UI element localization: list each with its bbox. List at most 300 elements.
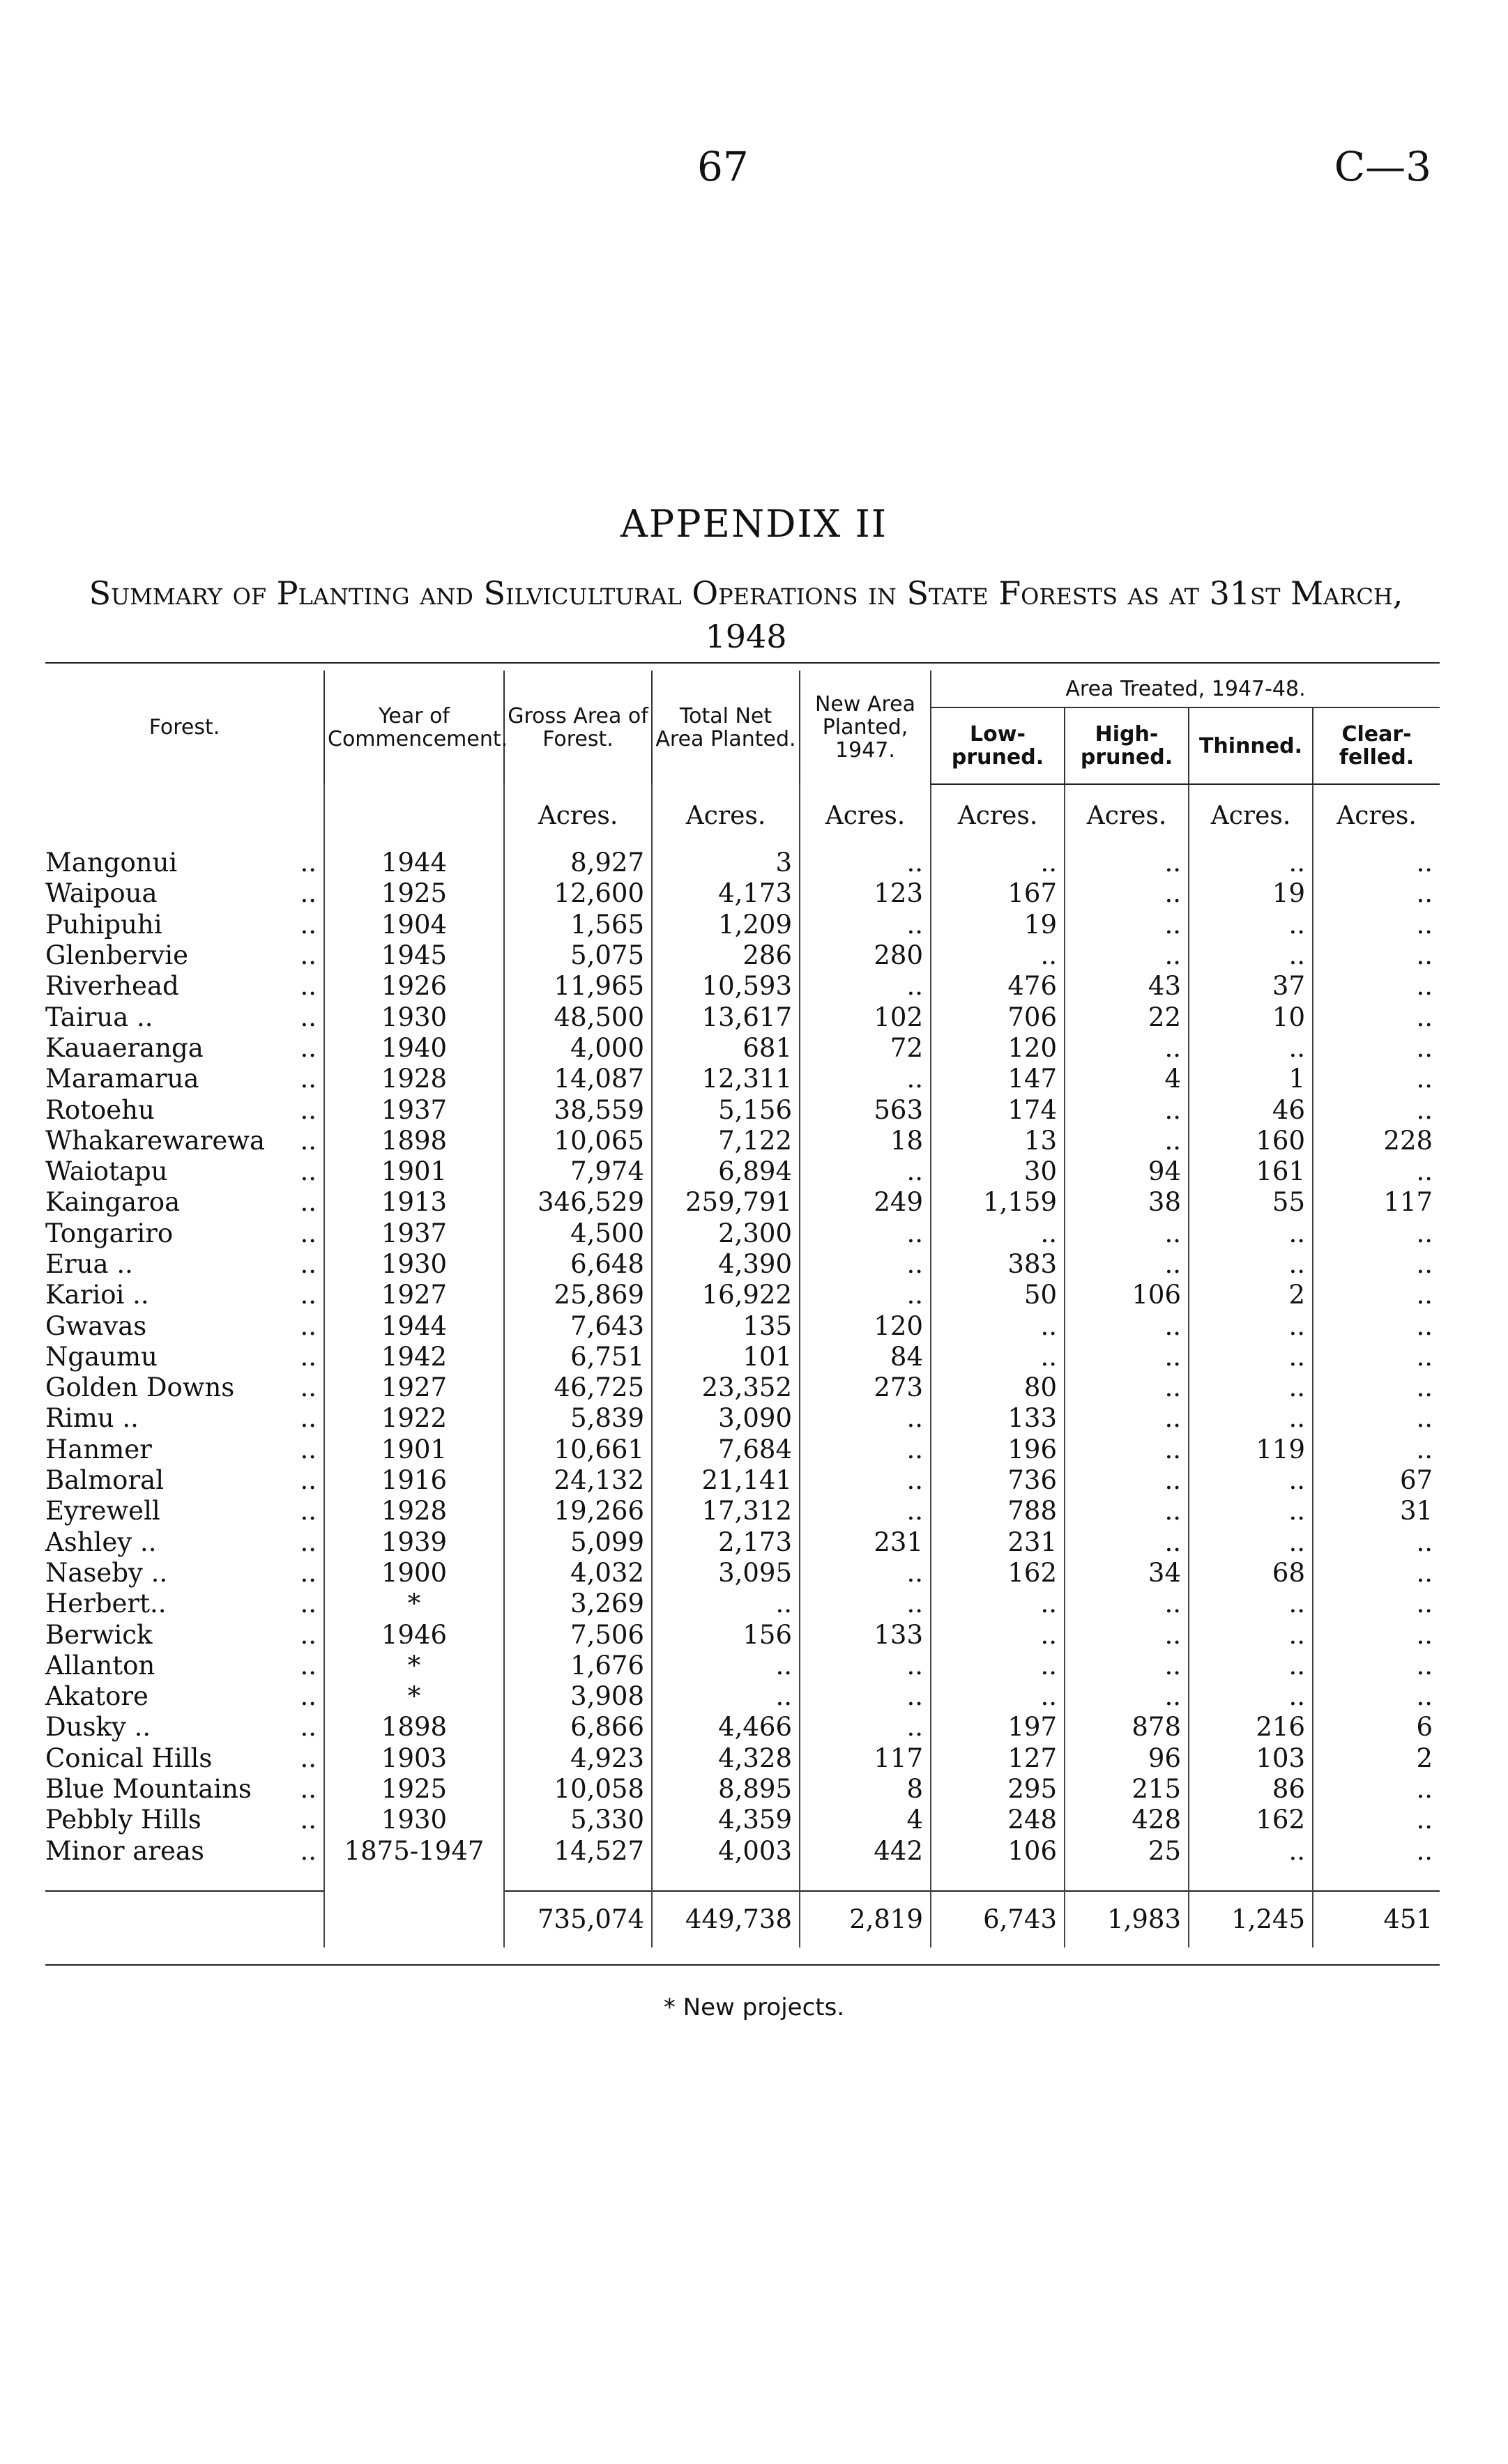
- new-area-cell: ..: [800, 910, 931, 940]
- thinned-cell: ..: [1189, 1836, 1313, 1867]
- table-row: [45, 1002, 1440, 1032]
- leader-dots: ..: [300, 848, 317, 878]
- clear-felled-cell: ..: [1313, 1434, 1440, 1465]
- leader-dots: ..: [300, 909, 317, 940]
- thinned-cell: ..: [1189, 1310, 1313, 1341]
- low-pruned-cell: ..: [931, 1342, 1065, 1372]
- forest-name-cell: [45, 1836, 324, 1867]
- table-row: [45, 1681, 1440, 1712]
- unit-label: Acres.: [652, 784, 800, 848]
- clear-felled-cell: ..: [1313, 1033, 1440, 1064]
- net-area-cell: 4,359: [652, 1805, 800, 1835]
- net-area-cell: 135: [652, 1310, 800, 1341]
- net-area-cell: 4,173: [652, 878, 800, 909]
- forest-name: Mangonui: [45, 848, 178, 878]
- clear-felled-cell: ..: [1313, 1156, 1440, 1187]
- year-cell: 1945: [324, 940, 504, 971]
- forest-name-cell: [45, 1465, 324, 1496]
- high-pruned-cell: ..: [1065, 1434, 1189, 1465]
- net-area-cell: ..: [652, 1589, 800, 1619]
- thinned-cell: 119: [1189, 1434, 1313, 1465]
- high-pruned-cell: 428: [1065, 1805, 1189, 1835]
- new-area-cell: 442: [800, 1836, 931, 1867]
- table-row: [45, 1805, 1440, 1835]
- clear-felled-cell: ..: [1313, 1681, 1440, 1712]
- clear-felled-cell: ..: [1313, 1342, 1440, 1372]
- net-area-cell: 8,895: [652, 1774, 800, 1805]
- clear-felled-cell: ..: [1313, 1619, 1440, 1650]
- table-row: [45, 878, 1440, 909]
- low-pruned-cell: 196: [931, 1434, 1065, 1465]
- net-area-cell: 5,156: [652, 1094, 800, 1125]
- leader-dots: ..: [300, 1434, 317, 1464]
- col-header-new-area: New Area Planted, 1947.: [800, 671, 931, 784]
- clear-felled-cell: ..: [1313, 1805, 1440, 1835]
- new-area-cell: ..: [800, 1280, 931, 1310]
- net-area-cell: 3,090: [652, 1403, 800, 1434]
- gross-area-cell: 10,065: [504, 1126, 652, 1156]
- thinned-cell: ..: [1189, 1619, 1313, 1650]
- gross-area-cell: 14,527: [504, 1836, 652, 1867]
- forest-name: Eyrewell: [45, 1496, 160, 1526]
- forest-name-cell: [45, 1002, 324, 1032]
- clear-felled-cell: ..: [1313, 1558, 1440, 1589]
- gross-area-cell: 7,506: [504, 1619, 652, 1650]
- thinned-cell: 86: [1189, 1774, 1313, 1805]
- low-pruned-cell: 1,159: [931, 1187, 1065, 1218]
- net-area-cell: ..: [652, 1651, 800, 1681]
- document-code: C—3: [1334, 143, 1431, 190]
- year-cell: 1939: [324, 1527, 504, 1558]
- clear-felled-cell: ..: [1313, 848, 1440, 878]
- year-cell: 1926: [324, 971, 504, 1002]
- year-cell: 1875-1947: [324, 1836, 504, 1867]
- gross-area-cell: 5,839: [504, 1403, 652, 1434]
- gross-area-cell: 5,075: [504, 940, 652, 971]
- new-area-cell: ..: [800, 1712, 931, 1743]
- gross-area-cell: 46,725: [504, 1372, 652, 1403]
- thinned-cell: ..: [1189, 1033, 1313, 1064]
- table-row: [45, 1126, 1440, 1156]
- gross-area-cell: 346,529: [504, 1187, 652, 1218]
- clear-felled-cell: ..: [1313, 1836, 1440, 1867]
- forest-name: Glenbervie: [45, 940, 189, 971]
- clear-felled-cell: ..: [1313, 1774, 1440, 1805]
- clear-felled-cell: ..: [1313, 1280, 1440, 1310]
- low-pruned-cell: 383: [931, 1249, 1065, 1280]
- gross-area-cell: 19,266: [504, 1496, 652, 1526]
- year-cell: 1903: [324, 1743, 504, 1774]
- gross-area-cell: 4,923: [504, 1743, 652, 1774]
- table-row: [45, 1743, 1440, 1774]
- year-cell: 1904: [324, 910, 504, 940]
- forest-name-cell: [45, 878, 324, 909]
- forest-name-cell: [45, 1064, 324, 1094]
- new-area-cell: ..: [800, 1558, 931, 1589]
- new-area-cell: 280: [800, 940, 931, 971]
- col-header-gross-area: Gross Area of Forest.: [504, 671, 652, 784]
- net-area-cell: 2,173: [652, 1527, 800, 1558]
- net-area-cell: ..: [652, 1681, 800, 1712]
- table-row: [45, 1589, 1440, 1619]
- unit-label: Acres.: [1313, 784, 1440, 848]
- table-row: [45, 1434, 1440, 1465]
- table-row: [45, 1187, 1440, 1218]
- high-pruned-cell: ..: [1065, 1681, 1189, 1712]
- forest-name-cell: [45, 848, 324, 878]
- leader-dots: ..: [300, 1805, 317, 1835]
- appendix-heading: APPENDIX II: [620, 502, 888, 546]
- new-area-cell: 563: [800, 1094, 931, 1125]
- high-pruned-cell: 22: [1065, 1002, 1189, 1032]
- forest-name: Karioi ..: [45, 1280, 149, 1310]
- gross-area-cell: 24,132: [504, 1465, 652, 1496]
- low-pruned-cell: 248: [931, 1805, 1065, 1835]
- thinned-cell: 2: [1189, 1280, 1313, 1310]
- total-thinned: 1,245: [1189, 1891, 1313, 1948]
- net-area-cell: 4,390: [652, 1249, 800, 1280]
- low-pruned-cell: 231: [931, 1527, 1065, 1558]
- page-number: 67: [697, 143, 749, 190]
- forest-name: Rimu ..: [45, 1403, 139, 1434]
- clear-felled-cell: ..: [1313, 878, 1440, 909]
- thinned-cell: ..: [1189, 1681, 1313, 1712]
- gross-area-cell: 1,676: [504, 1651, 652, 1681]
- bottom-rule: [45, 1964, 1440, 1966]
- clear-felled-cell: ..: [1313, 910, 1440, 940]
- gross-area-cell: 12,600: [504, 878, 652, 909]
- total-gross-area: 735,074: [504, 1891, 652, 1948]
- net-area-cell: 681: [652, 1033, 800, 1064]
- forest-name: Balmoral: [45, 1465, 165, 1496]
- new-area-cell: 123: [800, 878, 931, 909]
- forest-name-cell: [45, 1589, 324, 1619]
- thinned-cell: ..: [1189, 1372, 1313, 1403]
- col-header-high-pruned: High-pruned.: [1065, 707, 1189, 784]
- thinned-cell: 68: [1189, 1558, 1313, 1589]
- clear-felled-cell: ..: [1313, 1249, 1440, 1280]
- table-title: Summary of Planting and Silvicultural Operations in State Forests as at 31st March, 1948: [89, 574, 1403, 655]
- forest-name-cell: [45, 1496, 324, 1526]
- leader-dots: ..: [300, 1125, 317, 1156]
- footnote: * New projects.: [663, 1994, 845, 2021]
- planting-summary-table: [45, 671, 1440, 1948]
- high-pruned-cell: 25: [1065, 1836, 1189, 1867]
- low-pruned-cell: 120: [931, 1033, 1065, 1064]
- gross-area-cell: 6,751: [504, 1342, 652, 1372]
- col-header-low-pruned: Low-pruned.: [931, 707, 1065, 784]
- new-area-cell: ..: [800, 1681, 931, 1712]
- high-pruned-cell: ..: [1065, 940, 1189, 971]
- col-header-net-area: Total Net Area Planted.: [652, 671, 800, 784]
- new-area-cell: ..: [800, 1064, 931, 1094]
- forest-name: Ngaumu: [45, 1341, 158, 1372]
- high-pruned-cell: ..: [1065, 1033, 1189, 1064]
- net-area-cell: 156: [652, 1619, 800, 1650]
- table-row: [45, 1064, 1440, 1094]
- table-row: [45, 1094, 1440, 1125]
- forest-name: Minor areas: [45, 1835, 204, 1866]
- low-pruned-cell: 127: [931, 1743, 1065, 1774]
- top-rule: [45, 662, 1440, 664]
- forest-name: Blue Mountains: [45, 1774, 252, 1805]
- new-area-cell: ..: [800, 848, 931, 878]
- year-cell: 1937: [324, 1218, 504, 1249]
- totals-row: [45, 1891, 1440, 1948]
- new-area-cell: ..: [800, 1218, 931, 1249]
- thinned-cell: 46: [1189, 1094, 1313, 1125]
- table-row: [45, 1372, 1440, 1403]
- thinned-cell: ..: [1189, 940, 1313, 971]
- table-row: [45, 940, 1440, 971]
- forest-name: Hanmer: [45, 1434, 152, 1464]
- high-pruned-cell: ..: [1065, 910, 1189, 940]
- gross-area-cell: 6,866: [504, 1712, 652, 1743]
- high-pruned-cell: ..: [1065, 1496, 1189, 1526]
- col-header-clear-felled: Clear-felled.: [1313, 707, 1440, 784]
- low-pruned-cell: 50: [931, 1280, 1065, 1310]
- gross-area-cell: 3,908: [504, 1681, 652, 1712]
- gross-area-cell: 4,000: [504, 1033, 652, 1064]
- thinned-cell: ..: [1189, 910, 1313, 940]
- high-pruned-cell: 215: [1065, 1774, 1189, 1805]
- high-pruned-cell: 106: [1065, 1280, 1189, 1310]
- thinned-cell: 161: [1189, 1156, 1313, 1187]
- thinned-cell: ..: [1189, 1496, 1313, 1526]
- new-area-cell: ..: [800, 1403, 931, 1434]
- year-cell: 1927: [324, 1372, 504, 1403]
- total-high-pruned: 1,983: [1065, 1891, 1189, 1948]
- forest-name-cell: [45, 1342, 324, 1372]
- leader-dots: ..: [300, 1280, 317, 1310]
- table-row: [45, 1342, 1440, 1372]
- thinned-cell: ..: [1189, 1249, 1313, 1280]
- year-cell: 1916: [324, 1465, 504, 1496]
- new-area-cell: 273: [800, 1372, 931, 1403]
- new-area-cell: 4: [800, 1805, 931, 1835]
- low-pruned-cell: 19: [931, 910, 1065, 940]
- low-pruned-cell: 476: [931, 971, 1065, 1002]
- thinned-cell: 1: [1189, 1064, 1313, 1094]
- low-pruned-cell: 167: [931, 878, 1065, 909]
- high-pruned-cell: ..: [1065, 1403, 1189, 1434]
- net-area-cell: 7,684: [652, 1434, 800, 1465]
- thinned-cell: ..: [1189, 1218, 1313, 1249]
- year-cell: 1930: [324, 1002, 504, 1032]
- clear-felled-cell: ..: [1313, 1527, 1440, 1558]
- year-cell: 1922: [324, 1403, 504, 1434]
- forest-name: Akatore: [45, 1681, 148, 1712]
- leader-dots: ..: [300, 1650, 317, 1681]
- gross-area-cell: 7,643: [504, 1310, 652, 1341]
- forest-name: Riverhead: [45, 971, 179, 1002]
- thinned-cell: ..: [1189, 1403, 1313, 1434]
- forest-name-cell: [45, 1619, 324, 1650]
- high-pruned-cell: ..: [1065, 1527, 1189, 1558]
- year-cell: 1928: [324, 1064, 504, 1094]
- high-pruned-cell: ..: [1065, 1342, 1189, 1372]
- year-cell: 1946: [324, 1619, 504, 1650]
- leader-dots: ..: [300, 1156, 317, 1187]
- thinned-cell: ..: [1189, 1651, 1313, 1681]
- net-area-cell: 16,922: [652, 1280, 800, 1310]
- leader-dots: ..: [300, 1094, 317, 1125]
- table-row: [45, 1558, 1440, 1589]
- forest-name-cell: [45, 1527, 324, 1558]
- col-header-year: Year of Commencement.: [324, 671, 504, 784]
- thinned-cell: ..: [1189, 1527, 1313, 1558]
- net-area-cell: 3: [652, 848, 800, 878]
- thinned-cell: ..: [1189, 848, 1313, 878]
- year-cell: 1925: [324, 878, 504, 909]
- low-pruned-cell: ..: [931, 1310, 1065, 1341]
- high-pruned-cell: ..: [1065, 1372, 1189, 1403]
- leader-dots: ..: [300, 1064, 317, 1094]
- high-pruned-cell: ..: [1065, 1465, 1189, 1496]
- low-pruned-cell: 788: [931, 1496, 1065, 1526]
- high-pruned-cell: 4: [1065, 1064, 1189, 1094]
- gross-area-cell: 4,032: [504, 1558, 652, 1589]
- gross-area-cell: 6,648: [504, 1249, 652, 1280]
- forest-name: Whakarewarewa: [45, 1125, 266, 1156]
- low-pruned-cell: ..: [931, 1651, 1065, 1681]
- leader-dots: ..: [300, 1774, 317, 1805]
- leader-dots: ..: [300, 1372, 317, 1403]
- clear-felled-cell: ..: [1313, 940, 1440, 971]
- gross-area-cell: 3,269: [504, 1589, 652, 1619]
- thinned-cell: 10: [1189, 1002, 1313, 1032]
- clear-felled-cell: ..: [1313, 1589, 1440, 1619]
- leader-dots: ..: [300, 1743, 317, 1773]
- unit-label: Acres.: [1065, 784, 1189, 848]
- col-header-thinned: Thinned.: [1189, 707, 1313, 784]
- low-pruned-cell: 80: [931, 1372, 1065, 1403]
- new-area-cell: ..: [800, 1651, 931, 1681]
- forest-name: Kaingaroa: [45, 1187, 181, 1218]
- thinned-cell: ..: [1189, 1342, 1313, 1372]
- new-area-cell: ..: [800, 1156, 931, 1187]
- total-low-pruned: 6,743: [931, 1891, 1065, 1948]
- high-pruned-cell: 94: [1065, 1156, 1189, 1187]
- forest-name: Waiotapu: [45, 1156, 168, 1187]
- year-cell: 1901: [324, 1156, 504, 1187]
- forest-name: Puhipuhi: [45, 909, 162, 940]
- forest-name-cell: [45, 1310, 324, 1341]
- high-pruned-cell: 43: [1065, 971, 1189, 1002]
- low-pruned-cell: 295: [931, 1774, 1065, 1805]
- leader-dots: ..: [300, 1835, 317, 1866]
- gross-area-cell: 38,559: [504, 1094, 652, 1125]
- net-area-cell: 4,328: [652, 1743, 800, 1774]
- forest-name-cell: [45, 1249, 324, 1280]
- clear-felled-cell: ..: [1313, 1218, 1440, 1249]
- new-area-cell: 133: [800, 1619, 931, 1650]
- forest-name-cell: [45, 1156, 324, 1187]
- clear-felled-cell: ..: [1313, 1310, 1440, 1341]
- gross-area-cell: 1,565: [504, 910, 652, 940]
- leader-dots: ..: [300, 1310, 317, 1341]
- forest-name: Erua ..: [45, 1249, 133, 1279]
- forest-name-cell: [45, 971, 324, 1002]
- thinned-cell: ..: [1189, 1589, 1313, 1619]
- forest-name-cell: [45, 1094, 324, 1125]
- low-pruned-cell: ..: [931, 848, 1065, 878]
- leader-dots: ..: [300, 1526, 317, 1557]
- high-pruned-cell: 34: [1065, 1558, 1189, 1589]
- leader-dots: ..: [300, 1496, 317, 1526]
- leader-dots: ..: [300, 1619, 317, 1650]
- forest-name-cell: [45, 940, 324, 971]
- year-cell: 1898: [324, 1712, 504, 1743]
- col-header-area-treated: Area Treated, 1947-48.: [931, 671, 1440, 707]
- net-area-cell: 1,209: [652, 910, 800, 940]
- net-area-cell: 3,095: [652, 1558, 800, 1589]
- forest-name: Tairua ..: [45, 1002, 153, 1032]
- new-area-cell: ..: [800, 971, 931, 1002]
- low-pruned-cell: 174: [931, 1094, 1065, 1125]
- table-row: [45, 1156, 1440, 1187]
- net-area-cell: 6,894: [652, 1156, 800, 1187]
- forest-name-cell: [45, 1681, 324, 1712]
- clear-felled-cell: 228: [1313, 1126, 1440, 1156]
- low-pruned-cell: 106: [931, 1836, 1065, 1867]
- forest-name: Waipoua: [45, 878, 158, 909]
- leader-dots: ..: [300, 1249, 317, 1279]
- forest-name-cell: [45, 1651, 324, 1681]
- gross-area-cell: 14,087: [504, 1064, 652, 1094]
- table-row: [45, 1651, 1440, 1681]
- gross-area-cell: 5,330: [504, 1805, 652, 1835]
- table-row: [45, 971, 1440, 1002]
- forest-name: Naseby ..: [45, 1557, 168, 1588]
- new-area-cell: 84: [800, 1342, 931, 1372]
- new-area-cell: ..: [800, 1465, 931, 1496]
- total-clear-felled: 451: [1313, 1891, 1440, 1948]
- new-area-cell: 8: [800, 1774, 931, 1805]
- leader-dots: ..: [300, 1187, 317, 1218]
- year-cell: 1937: [324, 1094, 504, 1125]
- low-pruned-cell: 30: [931, 1156, 1065, 1187]
- low-pruned-cell: 162: [931, 1558, 1065, 1589]
- year-cell: 1925: [324, 1774, 504, 1805]
- low-pruned-cell: ..: [931, 1589, 1065, 1619]
- year-cell: 1940: [324, 1033, 504, 1064]
- high-pruned-cell: ..: [1065, 1218, 1189, 1249]
- net-area-cell: 101: [652, 1342, 800, 1372]
- net-area-cell: 17,312: [652, 1496, 800, 1526]
- low-pruned-cell: ..: [931, 1681, 1065, 1712]
- forest-name: Herbert..: [45, 1589, 167, 1619]
- new-area-cell: 120: [800, 1310, 931, 1341]
- high-pruned-cell: 96: [1065, 1743, 1189, 1774]
- net-area-cell: 2,300: [652, 1218, 800, 1249]
- low-pruned-cell: ..: [931, 940, 1065, 971]
- forest-name: Dusky ..: [45, 1712, 151, 1743]
- thinned-cell: 103: [1189, 1743, 1313, 1774]
- net-area-cell: 4,466: [652, 1712, 800, 1743]
- low-pruned-cell: 706: [931, 1002, 1065, 1032]
- leader-dots: ..: [300, 971, 317, 1002]
- new-area-cell: 231: [800, 1527, 931, 1558]
- thinned-cell: 55: [1189, 1187, 1313, 1218]
- leader-dots: ..: [300, 1341, 317, 1372]
- net-area-cell: 21,141: [652, 1465, 800, 1496]
- table-row: [45, 1465, 1440, 1496]
- clear-felled-cell: ..: [1313, 1064, 1440, 1094]
- forest-name: Kauaeranga: [45, 1032, 204, 1063]
- forest-name-cell: [45, 1805, 324, 1835]
- net-area-cell: 10,593: [652, 971, 800, 1002]
